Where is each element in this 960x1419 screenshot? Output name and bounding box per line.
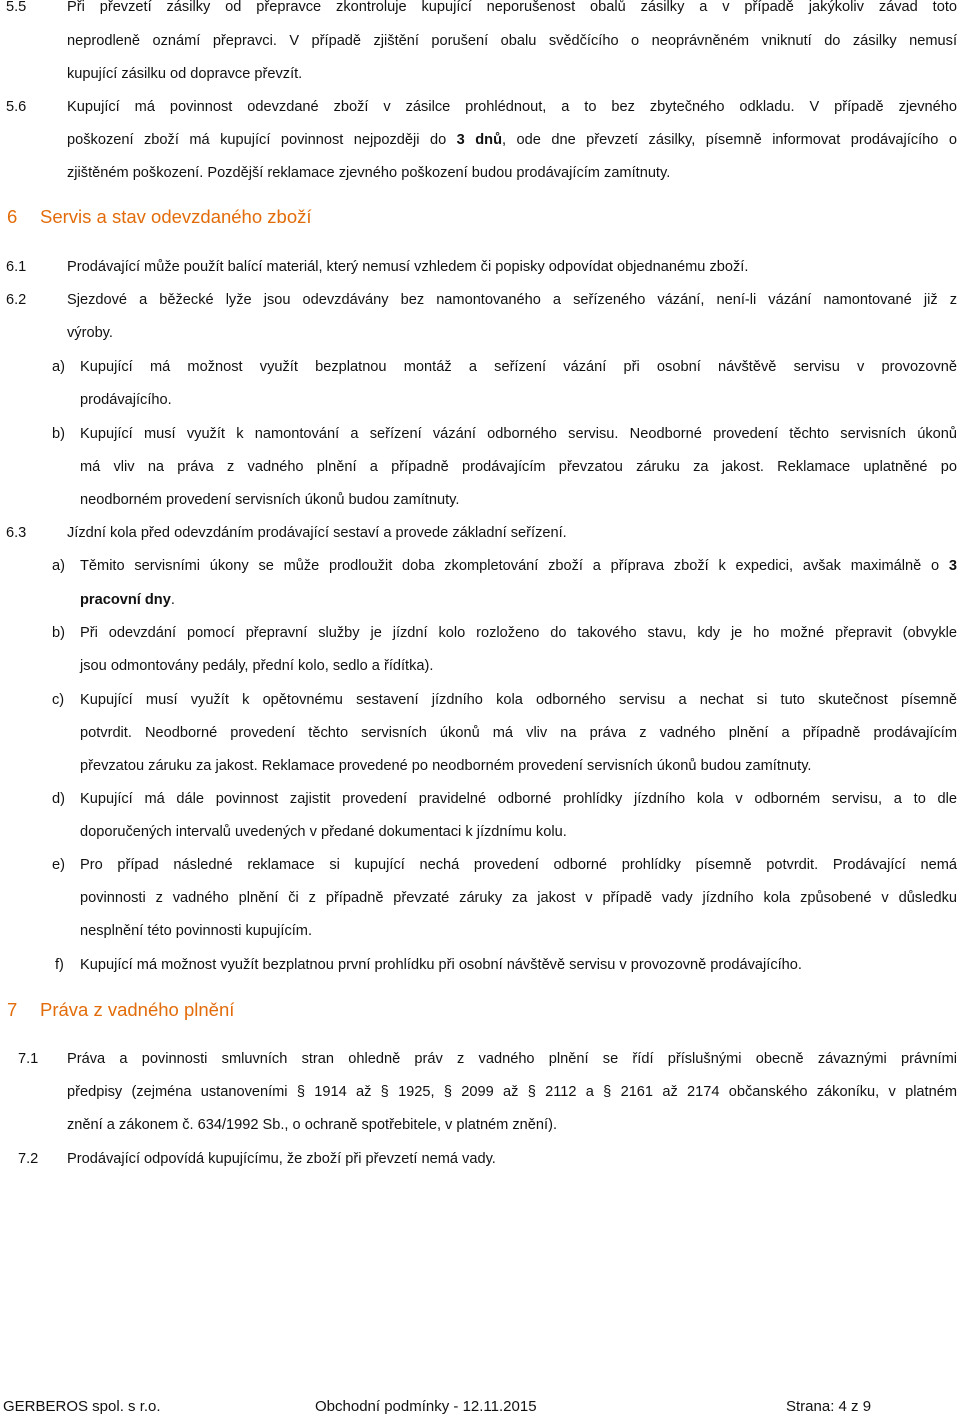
item-text: převzatou záruku za jakost. Reklamace provedené po neodborném provedení servisních úkonů budou zamítnuty. (80, 758, 812, 774)
item-text: Pro případ následné reklamace si kupující nechá provedení odborné prohlídky písemně potvrdit. Prodávající nemá (80, 857, 957, 873)
item-label: b) (52, 625, 65, 641)
item-text: povinnosti z vadného plnění či z případně převzaté záruky za jakost v případě vady jízdního kola způsobené v důsledku (80, 890, 957, 906)
footer-company: GERBEROS spol. s r.o. (3, 1398, 161, 1415)
clause-number: 6.3 (6, 525, 27, 541)
clause-number: 7.1 (18, 1051, 39, 1067)
item-text: má vliv na práva z vadného plnění a případně prodávajícím převzatou záruku za jakost. Reklamace uplatněné po (80, 459, 957, 475)
item-text: Kupující má možnost využít bezplatnou první prohlídku při osobní návštěvě servisu v provozovně prodávajícího. (80, 957, 802, 973)
item-text: neodborném provedení servisních úkonů budou zamítnuty. (80, 492, 460, 508)
item-text: jsou odmontovány pedály, přední kolo, sedlo a řídítka). (80, 658, 434, 674)
clause-text: Prodávající odpovídá kupujícímu, že zboží při převzetí nemá vady. (67, 1151, 496, 1167)
section-number: 7 (7, 999, 18, 1020)
clause-number: 7.2 (18, 1151, 39, 1167)
footer-page-number: Strana: 4 z 9 (786, 1398, 872, 1415)
item-text: doporučených intervalů uvedených v předané dokumentaci k jízdnímu kolu. (80, 824, 567, 840)
working-days-text: pracovní dny (80, 592, 171, 608)
clause-text: Jízdní kola před odevzdáním prodávající sestaví a provede základní seřízení. (67, 525, 567, 541)
clause-text: Práva a povinnosti smluvních stran ohledně práv z vadného plnění se řídí příslušnými obecně závaznými právními (67, 1051, 957, 1067)
clause-text: výroby. (67, 325, 113, 341)
clause-text: neprodleně oznámí přepravci. V případě zjištění porušení obalu svědčícího o neoprávněném vniknutí do zásilky nemusí (67, 33, 957, 49)
max-days-number: 3 (948, 558, 957, 574)
clause-text: zjištěném poškození. Pozdější reklamace zjevného poškození budou prodávajícím zamítnuty. (67, 165, 671, 181)
clause-text: Prodávající může použít balící materiál, který nemusí vzhledem či popisky odpovídat objednanému zboží. (67, 259, 749, 275)
item-text: Kupující musí využít k opětovnému sestavení jízdního kola odborného servisu a nechat si tuto skutečnost písemně (80, 692, 957, 708)
clause-number: 5.5 (6, 0, 27, 15)
section-number: 6 (7, 206, 18, 227)
item-label: c) (52, 692, 65, 708)
item-text: Při odevzdání pomocí přepravní služby je jízdní kolo rozloženo do takového stavu, kdy je ho možné přepravit (obvykle (80, 625, 957, 641)
section-title: Práva z vadného plnění (40, 999, 235, 1020)
item-label: b) (52, 426, 65, 442)
clause-number: 5.6 (6, 99, 27, 115)
clause-text: znění a zákonem č. 634/1992 Sb., o ochraně spotřebitele, v platném znění). (67, 1117, 558, 1133)
clause-text: předpisy (zejména ustanoveními § 1914 až § 1925, § 2099 až § 2112 a § 2161 až 2174 občanského zákoníku, v platném (67, 1084, 957, 1100)
section-heading-7 (7, 999, 234, 1021)
clause-text: Sjezdové a běžecké lyže jsou odevzdávány bez namontovaného a seřízeného vázání, není-li vázání namontované již z (67, 292, 957, 308)
clause-text: Při převzetí zásilky od přepravce zkontroluje kupující neporušenost obalů zásilky a v případě jakýkoliv závad toto (67, 0, 957, 15)
section-heading-6 (7, 206, 312, 228)
item-label: d) (52, 791, 65, 807)
item-label: a) (52, 558, 65, 574)
item-text: potvrdit. Neodborné provedení těchto servisních úkonů má vliv na práva z vadného plnění a případně prodávajícím (80, 725, 957, 741)
item-text: prodávajícího. (80, 392, 172, 408)
footer-document-title: Obchodní podmínky - 12.11.2015 (315, 1398, 537, 1415)
deadline-days: 3 dnů (456, 132, 502, 148)
item-text: Kupující má možnost využít bezplatnou montáž a seřízení vázání při osobní návštěvě servisu v provozovně (80, 359, 957, 375)
clause-text: kupující zásilku od dopravce převzít. (67, 66, 303, 82)
item-text-part: . (170, 592, 175, 608)
clause-text: Kupující má povinnost odevzdané zboží v zásilce prohlédnout, a to bez zbytečného odkladu. V případě zjevného (67, 99, 957, 115)
item-text: nesplnění této povinnosti kupujícím. (80, 923, 313, 939)
clause-text-part: poškození zboží má kupující povinnost nejpozději do (67, 132, 457, 148)
item-text: Kupující musí využít k namontování a seřízení vázání odborného servisu. Neodborné provedení těchto servisních úkonů (80, 426, 957, 442)
item-text: Kupující má dále povinnost zajistit provedení pravidelné odborné prohlídky jízdního kola v odborném servisu, a to dle (80, 791, 957, 807)
item-label: e) (52, 857, 65, 873)
clause-text-part: , ode dne převzetí zásilky, písemně informovat prodávajícího o (502, 132, 957, 148)
clause-number: 6.1 (6, 259, 27, 275)
clause-text (67, 124, 957, 157)
section-title: Servis a stav odevzdaného zboží (40, 206, 312, 227)
item-label: a) (52, 359, 65, 375)
clause-number: 6.2 (6, 292, 27, 308)
item-text-part: Těmito servisními úkony se může prodloužit doba zkompletování zboží a příprava zboží k expedici, avšak maximálně o (80, 558, 949, 574)
item-label: f) (55, 957, 64, 973)
item-text (80, 584, 957, 617)
item-text (80, 550, 957, 583)
